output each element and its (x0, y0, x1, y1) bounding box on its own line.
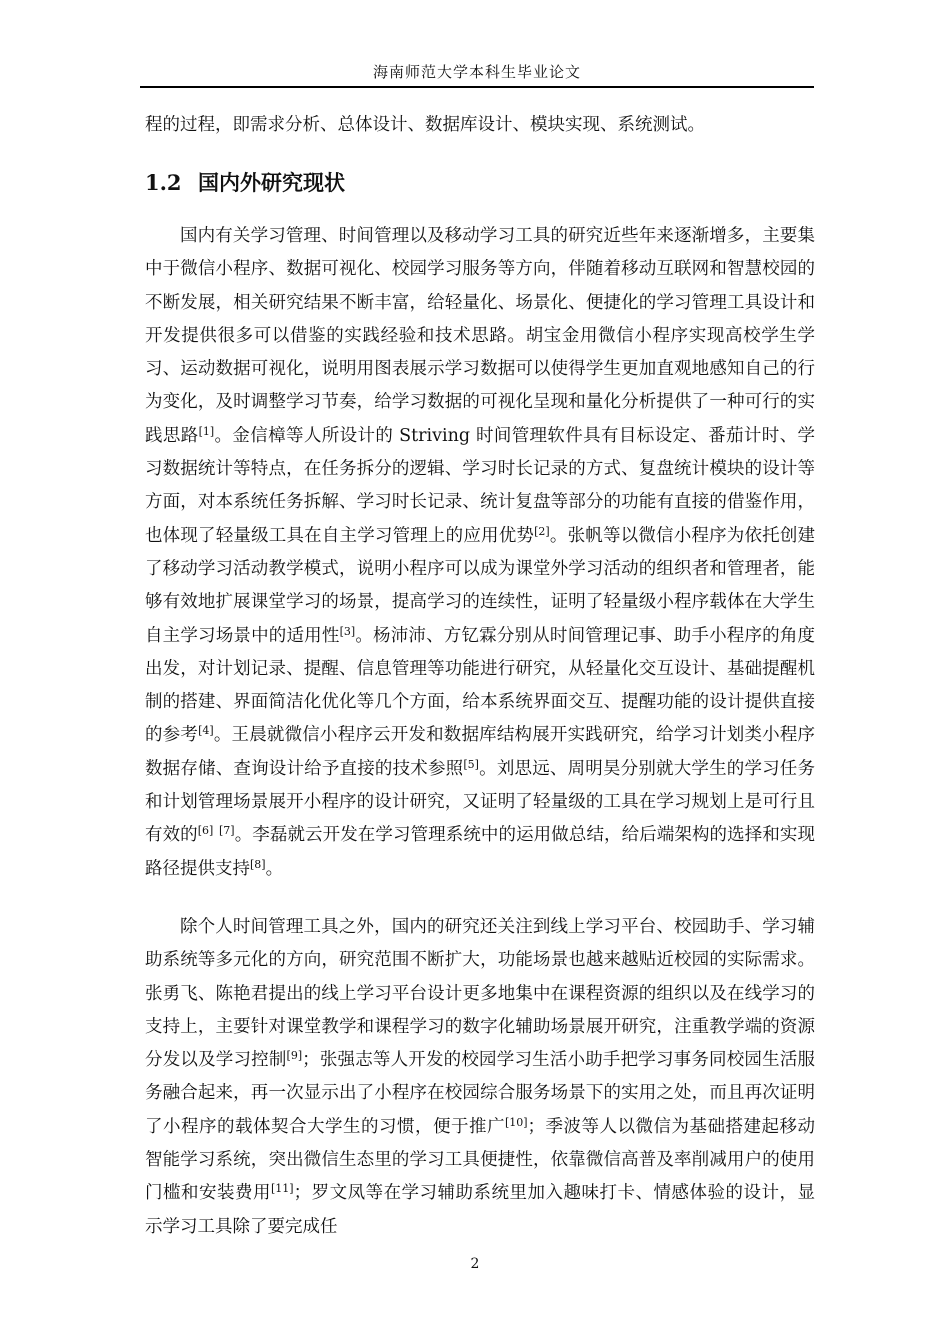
paragraph-text: 。杨沛沛、方钇霖分别从时间管理记事、助手小程序的角度出发，对计划记录、提醒、信息管理等功能进行研究，从轻量化交互设计、基础提醒机制的搭建、界面简洁化优化等几个方面，给本系统界面交互、提醒功能的设计提供直接的参考 (145, 625, 816, 746)
paragraph-text: 国内有关学习管理、时间管理以及移动学习工具的研究近些年来逐渐增多，主要集中于微信小程序、数据可视化、校园学习服务等方向，伴随着移动互联网和智慧校园的不断发展，相关研究结果不断丰富，给轻量化、场景化、便捷化的学习管理工具设计和开发提供很多可以借鉴的实践经验和技术思路。胡宝金用微信小程序实现高校学生学习、运动数据可视化，说明用图表展示学习数据可以使得学生更加直观地感知自己的行为变化，及时调整学习节奏，给学习数据的可视化呈现和量化分析提供了一种可行的实践思路 (145, 226, 815, 446)
section-heading (145, 167, 345, 199)
paragraph-text: 。李磊就云开发在学习管理系统中的运用做总结，给后端架构的选择和实现路径提供支持 (145, 825, 815, 879)
citation: [10] (504, 1115, 528, 1129)
section-title: 国内外研究现状 (198, 170, 345, 195)
body-paragraph-2 (145, 911, 815, 1244)
paragraph-text: 。刘思远、周明昊分别就大学生的学习任务和计划管理场景展开小程序的设计研究，又证明了轻量级的工具在学习规划上是可行且有效的 (145, 758, 815, 846)
citation: [1] (198, 424, 215, 438)
continuation-text: 程的过程，即需求分析、总体设计、数据库设计、模块实现、系统测试。 (145, 115, 705, 135)
citation: [4] (198, 724, 214, 738)
running-header: 海南师范大学本科生毕业论文 (372, 63, 581, 81)
header-rule (140, 86, 814, 88)
paragraph-text: ；季波等人以微信为基础搭建起移动智能学习系统，突出微信生态里的学习工具便捷性，依靠微信高普及率削减用户的使用门槛和安装费用 (145, 1116, 816, 1204)
citation: [2] (534, 524, 550, 538)
citation: [5] (463, 757, 479, 771)
paragraph-text: 除个人时间管理工具之外，国内的研究还关注到线上学习平台、校园助手、学习辅助系统等多元化的方向，研究范围不断扩大，功能场景也越来越贴近校园的实际需求。张勇飞、陈艳君提出的线上学习平台设计更多地集中在课程资源的组织以及在线学习的支持上，主要针对课堂教学和课程学习的数字化辅助场景展开研究，注重教学端的资源分发以及学习控制 (145, 917, 815, 1071)
paragraph-text: 。王晨就微信小程序云开发和数据库结构展开实践研究，给学习计划类小程序数据存储、查询设计给予直接的技术参照 (145, 725, 815, 779)
paragraph-text: 。 (265, 858, 284, 879)
citation: [11] (270, 1182, 294, 1196)
paragraph-text: ；张强志等人开发的校园学习生活小助手把学习事务同校园生活服务融合起来，再一次显示出了小程序在校园综合服务场景下的实用之处，而且再次证明了小程序的载体契合大学生的习惯，便于推广 (145, 1050, 816, 1137)
citation: [7] (219, 824, 235, 838)
page-number: 2 (470, 1256, 480, 1272)
citation: [9] (286, 1049, 303, 1063)
section-number: 1.2 (145, 170, 182, 195)
citation: [6] (197, 824, 214, 838)
citation: [8] (250, 857, 266, 871)
citation: [3] (339, 624, 356, 638)
paragraph-text: 。金信樟等人所设计的 Striving 时间管理软件具有目标设定、番茄计时、学习数据统计等特点，在任务拆分的逻辑、学习时长记录的方式、复盘统计模块的设计等方面，对本系统任务拆解、学习时长记录、统计复盘等部分的功能有直接的借鉴作用，也体现了轻量级工具在自主学习管理上的应用优势 (145, 425, 815, 546)
paragraph-text: ；罗文凤等在学习辅助系统里加入趣味打卡、情感体验的设计，显示学习工具除了要完成任 (145, 1183, 816, 1237)
body-paragraph-1 (145, 220, 815, 886)
paragraph-text: 。张帆等以微信小程序为依托创建了移动学习活动教学模式，说明小程序可以成为课堂外学习活动的组织者和管理者，能够有效地扩展课堂学习的场景，提高学习的连续性，证明了轻量级小程序载体在大学生自主学习场景中的适用性 (145, 525, 816, 646)
